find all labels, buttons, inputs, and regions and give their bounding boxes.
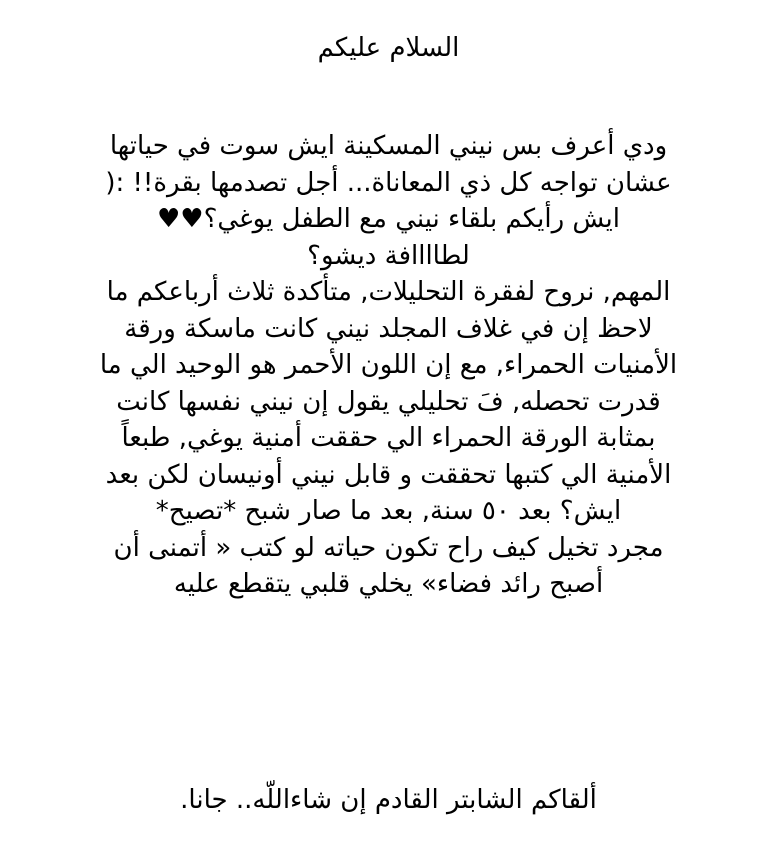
body-line: لطاااافة ديشو؟ (307, 240, 470, 271)
body-line: لاحظ إن في غلاف المجلد نيني كانت ماسكة ورقة (124, 313, 653, 344)
closing-text: ألقاكم الشابتر القادم إن شاءاللّه.. جانا. (180, 785, 597, 815)
body-line: ايش رأيكم بلقاء نيني مع الطفل يوغي؟♥♥ (156, 204, 621, 234)
body-line: مجرد تخيل كيف راح تكون حياته لو كتب « أتمنى أن (113, 532, 664, 563)
greeting-text: السلام عليكم (317, 33, 460, 63)
body-line: بمثابة الورقة الحمراء الي حققت أمنية يوغي, طبعاً (121, 423, 656, 453)
body-paragraph (20, 128, 757, 603)
body-line: عشان تواجه كل ذي المعاناة... أجل تصدمها بقرة!! :( (105, 167, 672, 198)
body-line: قدرت تحصله, فَ تحليلي يقول إن نيني نفسها كانت (116, 386, 661, 417)
body-line: أصبح رائد فضاء» يخلي قلبي يتقطع عليه (173, 569, 604, 599)
body-line: الأمنية الي كتبها تحققت و قابل نيني أونيسان لكن بعد (105, 459, 672, 490)
body-line: المهم, نروح لفقرة التحليلات, متأكدة ثلاث أرباعكم ما (106, 277, 671, 307)
greeting-line (20, 30, 757, 67)
closing-line (20, 782, 757, 819)
body-line: ودي أعرف بس نيني المسكينة ايش سوت في حياتها (109, 131, 668, 161)
body-line: ايش؟ بعد ٥٠ سنة, بعد ما صار شبح *تصيح* (155, 496, 622, 526)
body-line: الأمنيات الحمراء, مع إن اللون الأحمر هو الوحيد الي ما (99, 350, 678, 380)
